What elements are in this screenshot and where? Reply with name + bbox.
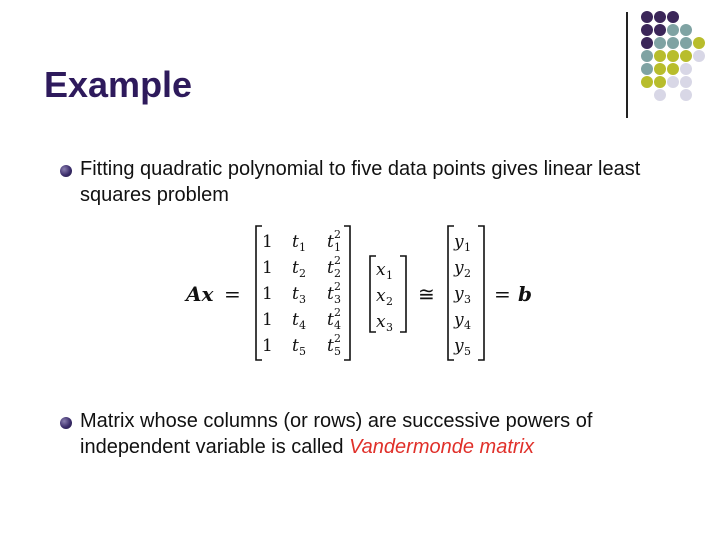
x-vector-entry: x [376,286,386,306]
least-squares-equation [184,222,544,364]
y-vector-subscript: 5 [464,345,471,358]
matrix-subscript: 3 [299,293,306,306]
decor-dot [654,50,666,62]
matrix-subscript: 2 [334,267,341,280]
decor-dot [680,63,692,75]
decor-dot [693,37,705,49]
decor-dot [667,37,679,49]
decor-dot [654,63,666,75]
matrix-cell: t [292,336,299,356]
x-vector-subscript: 1 [386,269,393,282]
matrix-row [262,306,341,332]
matrix-superscript: 2 [334,332,341,345]
y-vector-right-bracket [478,226,484,360]
matrix-subscript: 1 [334,241,341,254]
decor-dot [680,89,692,101]
x-vector-entry: x [376,312,386,332]
bullet-text-2 [80,408,680,460]
matrix-superscript: 2 [334,280,341,293]
x-vector-right-bracket [400,256,406,332]
x-vector-entry: x [376,260,386,280]
decor-dot [641,50,653,62]
decor-dot [641,63,653,75]
matrix-cell: t [292,310,299,330]
vandermonde-term: Vandermonde matrix [349,436,534,458]
bullet-text-1: Fitting quadratic polynomial to five data points gives linear least squares problem [80,158,641,206]
decor-dot [654,37,666,49]
matrix-row [262,332,341,358]
matrix-cell: 1 [262,284,273,304]
y-vector-entry: y [454,336,464,356]
y-vector-entry: y [454,258,464,278]
decor-dot [680,50,692,62]
bullet-marker [60,417,72,429]
equation-rhs: b [518,282,532,306]
decor-dot [641,37,653,49]
matrix-subscript: 5 [334,345,341,358]
decor-dot [680,37,692,49]
decor-dot [641,11,653,23]
matrix-row [262,254,341,280]
decor-dot [641,76,653,88]
matrix-subscript: 1 [299,241,306,254]
equation-approx-sign: ≅ [418,282,435,306]
matrix-cell: 1 [262,336,273,356]
bullet-marker [60,165,72,177]
bullet-text-2-body: Matrix whose columns (or rows) are successive powers of independent variable is called [80,410,593,458]
slide-title: Example [44,64,193,105]
matrix-superscript: 2 [334,254,341,267]
matrix-cell: t [292,232,299,252]
matrix-cell: 1 [262,258,273,278]
matrix-subscript: 4 [299,319,306,332]
equation-lhs: Ax [186,282,214,306]
decor-dot [693,50,705,62]
decor-dot [667,11,679,23]
y-vector-subscript: 2 [464,267,471,280]
decor-dot [654,76,666,88]
matrix-subscript: 2 [299,267,306,280]
decor-dot [654,89,666,101]
y-vector-entry: y [454,310,464,330]
matrix-cell: t [292,284,299,304]
y-vector-subscript: 1 [464,241,471,254]
matrix-superscript: 2 [334,306,341,319]
decor-dot [680,24,692,36]
x-vector-subscript: 2 [386,295,393,308]
decor-dot [654,24,666,36]
decor-dot [680,76,692,88]
matrix-row [262,228,341,254]
equation-equals-sign-2: = [494,282,511,306]
matrix-cell: 1 [262,232,273,252]
matrix-subscript: 3 [334,293,341,306]
matrix-cell: 1 [262,310,273,330]
decor-dot [667,63,679,75]
y-vector-entry: y [454,284,464,304]
decor-dot-grid [640,10,720,120]
matrix-cell: t [292,258,299,278]
matrix-row [262,280,341,306]
matrix-cell: t [327,232,334,252]
matrix-subscript: 4 [334,319,341,332]
x-vector-subscript: 3 [386,321,393,334]
y-vector-subscript: 4 [464,319,471,332]
y-vector-entry: y [454,232,464,252]
matrix-cell: t [327,336,334,356]
y-vector-subscript: 3 [464,293,471,306]
matrix-subscript: 5 [299,345,306,358]
decor-dot [654,11,666,23]
decor-dot [667,50,679,62]
matrix-cell: t [327,284,334,304]
matrix-cell: t [327,258,334,278]
matrix-right-bracket [344,226,350,360]
matrix-cell: t [327,310,334,330]
equation-equals-sign: = [224,282,241,306]
decor-dot [641,24,653,36]
decor-divider-line [626,12,628,118]
decor-dot [667,76,679,88]
matrix-superscript: 2 [334,228,341,241]
decor-dot [667,24,679,36]
